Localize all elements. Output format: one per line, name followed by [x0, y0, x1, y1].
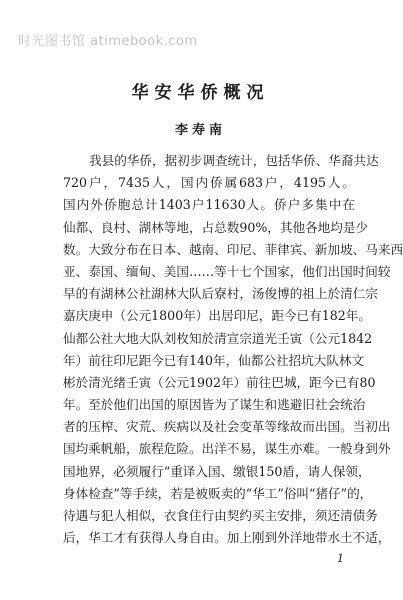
text-line: 国地界，必须履行“重译入国、缴银150盾，请人保领，	[63, 463, 371, 479]
text-line: 身体检查”等手续，若是被贩卖的“华工”俗叫“猪仔”的，	[63, 485, 373, 501]
text-line: 数。大致分布在日本、越南、印尼、菲律宾、新加坡、马来西	[63, 241, 403, 257]
text-line: 待遇与犯人相似，衣食住行由契约买主安排，须还清债务	[63, 508, 378, 523]
text-line: 仙都、良村、湖林等地，占总数90%，其他各地均是少	[63, 219, 369, 235]
text-line: 年。至於他们出国的原因皆为了谋生和逃避旧社会统治	[63, 397, 366, 413]
text-line: 年）前往印尼距今已有140年，仙都公社招坑大队林文	[63, 352, 365, 368]
text-line: 国均乘帆船，旅程危险。出洋不易，谋生亦难。一般身到外	[63, 441, 391, 457]
page-number: 1	[337, 552, 344, 565]
text-line: 亚、泰国、缅甸、美国……等十七个国家，他们出国时间较	[63, 263, 391, 279]
text-line: 720户，7435人，国内侨属683户，4195人。	[63, 175, 355, 191]
body-text	[63, 150, 403, 549]
text-line: 仙都公社大地大队刘枚知於清宣宗道光壬寅（公元1842	[63, 330, 373, 346]
author-name: 李寿南	[174, 123, 226, 138]
text-line: 早的有湖林公社湖林大队后寮村，汤俊博的祖上於清仁宗	[63, 286, 378, 302]
text-line: 者的压榨、灾荒、疾病以及社会变革等缘故而出国。当初出	[63, 419, 391, 435]
text-line: 嘉庆庚申（公元1800年）出居印尼，距今已有182年。	[63, 308, 371, 324]
text-line: 彬於清光绪壬寅（公元1902年）前往巴城，距今已有80	[63, 374, 376, 390]
text-line: 国内外侨胞总计1403户11630人。侨户多集中在	[63, 197, 355, 213]
watermark: 时光图书馆 atimebook.com	[18, 34, 198, 49]
text-line: 后，华工才有获得人身自由。加上刚到外洋地带水土不适，	[63, 530, 391, 546]
text-line: 我县的华侨，据初步调查统计，包括华侨、华裔共达	[89, 153, 379, 168]
article-title: 华安华侨概况	[131, 83, 270, 103]
